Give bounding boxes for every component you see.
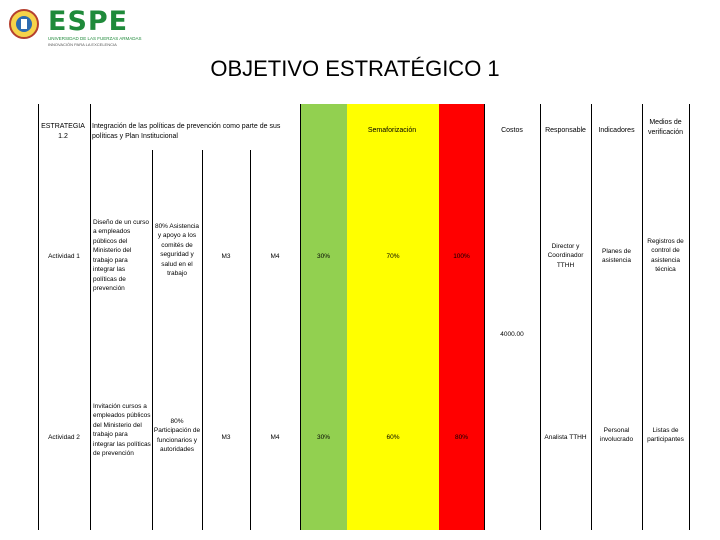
- table-divider: [642, 104, 643, 530]
- row2-responsable: Analista TTHH: [544, 434, 587, 441]
- row1-indicador: Planes de asistencia: [602, 248, 631, 265]
- row2-inicio: M3: [221, 434, 231, 441]
- row1-responsable: Director y Coordinador TTHH: [547, 243, 584, 269]
- semaforizacion-header: Semaforización: [367, 127, 417, 134]
- table-divider: [90, 104, 91, 530]
- page-title: OBJETIVO ESTRATÉGICO 1: [210, 56, 500, 81]
- semaphore-yellow-column: [347, 104, 439, 530]
- costos-header: Costos: [501, 127, 523, 134]
- table-divider: [250, 150, 251, 530]
- row2-fin: M4: [270, 434, 280, 441]
- row1-medio: Registros de control de asistencia técnica: [647, 238, 684, 274]
- espe-logo: [8, 6, 148, 46]
- row1-inicio: M3: [221, 253, 231, 260]
- estrategia-label: ESTRATEGIA 1.2: [41, 123, 85, 141]
- logo-subtitle: UNIVERSIDAD DE LAS FUERZAS ARMADAS: [48, 36, 142, 41]
- costo-total: 4000.00: [500, 331, 524, 338]
- row1-amarillo: 70%: [386, 253, 400, 260]
- table-border-left: [38, 104, 39, 530]
- table-divider: [591, 104, 592, 530]
- semaphore-red-column: [439, 104, 484, 530]
- row2-descripcion: Invitación cursos a empleados públicos del Ministerio del trabajo para integrar las políticas de prevención: [93, 403, 151, 458]
- row1-actividad: Actividad 1: [48, 253, 80, 260]
- row1-meta: 80% Asistencia y apoyo a los comités de seguridad y salud en el trabajo: [154, 223, 200, 278]
- logo-motto: INNOVACIÓN PARA LA EXCELENCIA: [48, 42, 117, 47]
- strategy-table: [38, 104, 690, 530]
- table-divider: [300, 104, 301, 530]
- indicadores-header: Indicadores: [598, 127, 635, 134]
- row1-descripcion: Diseño de un curso a empleados públicos del Ministerio del trabajo para integrar las políticas de prevención: [93, 219, 150, 292]
- row1-fin: M4: [270, 253, 280, 260]
- table-divider: [152, 150, 153, 530]
- table-divider: [484, 104, 485, 530]
- semaphore-green-column: [300, 104, 347, 530]
- row1-rojo: 100%: [453, 253, 470, 260]
- row2-indicador: Personal involucrado: [599, 427, 634, 444]
- row2-actividad: Actividad 2: [48, 434, 80, 441]
- row2-meta: 80% Participación de funcionarios y autoridades: [153, 418, 201, 454]
- row2-verde: 30%: [316, 434, 330, 441]
- row2-medio: Listas de participantes: [647, 427, 684, 444]
- row2-amarillo: 60%: [386, 434, 400, 441]
- table-divider: [202, 150, 203, 530]
- logo-wordmark: ESPE: [48, 6, 129, 37]
- table-border-right: [689, 104, 690, 530]
- university-seal-icon: [8, 8, 40, 40]
- estrategia-text: Integración de las políticas de prevención como parte de sus políticas y Plan Institucional: [92, 123, 281, 141]
- responsable-header: Responsable: [545, 127, 586, 134]
- table-divider: [540, 104, 541, 530]
- row2-rojo: 80%: [454, 434, 468, 441]
- medios-header: Medios de verificación: [647, 119, 683, 137]
- row1-verde: 30%: [316, 253, 330, 260]
